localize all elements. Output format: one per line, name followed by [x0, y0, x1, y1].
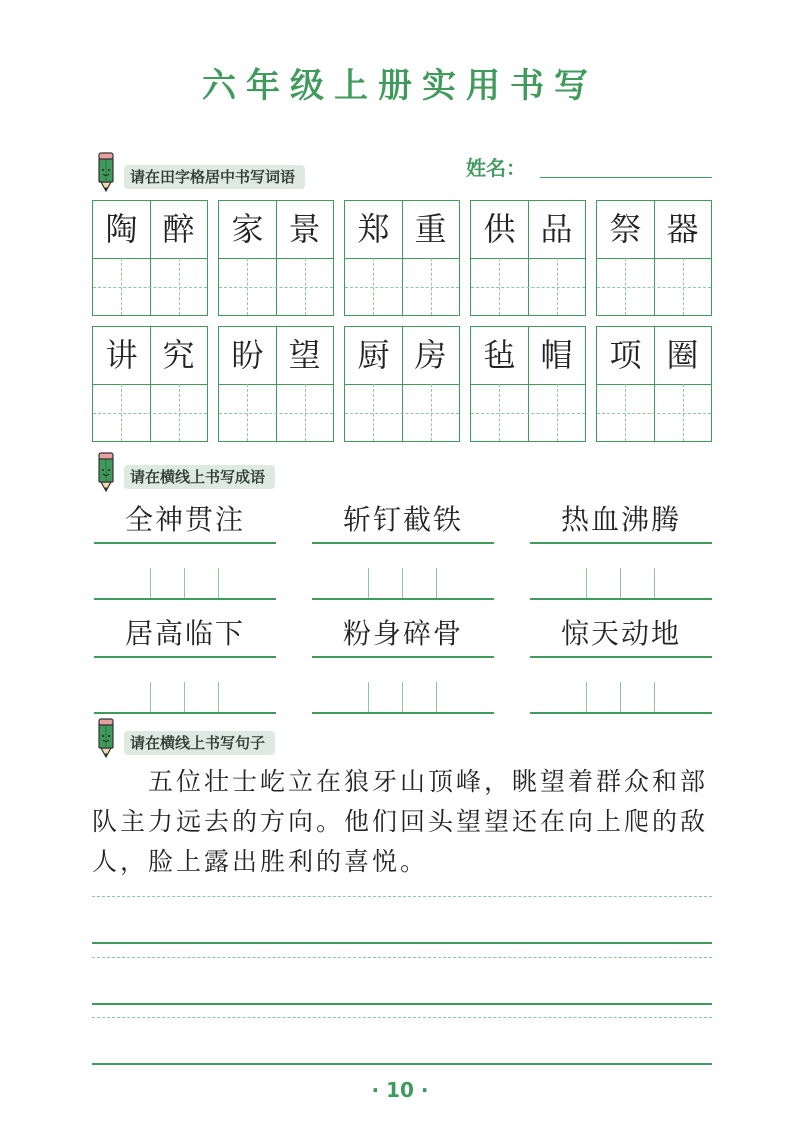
word-box[interactable] — [218, 326, 334, 442]
idiom-text: 居高临下 — [124, 617, 245, 650]
page-title: 六年级上册实用书写 — [202, 66, 598, 106]
writing-line[interactable] — [92, 942, 712, 944]
word-char: 重 — [414, 210, 447, 248]
word-char: 醉 — [162, 210, 195, 248]
word-char: 项 — [609, 336, 642, 374]
writing-guide-line — [92, 896, 712, 897]
idiom-text: 热血沸腾 — [560, 503, 681, 536]
idiom-text: 全神贯注 — [124, 503, 245, 536]
word-box[interactable] — [218, 200, 334, 316]
word-box[interactable] — [470, 200, 586, 316]
word-grid-row-1 — [92, 200, 712, 318]
word-char: 讲 — [105, 336, 138, 374]
word-box[interactable] — [344, 326, 460, 442]
idiom-text: 粉身碎骨 — [342, 617, 463, 650]
sentence-text: 五位壮士屹立在狼牙山顶峰，眺望着群众和部队主力远去的方向。他们回头望望还在向上爬的敌人，脸上露出胜利的喜悦。 — [92, 767, 709, 876]
word-char: 祭 — [609, 210, 642, 248]
word-char: 房 — [414, 336, 447, 374]
word-char: 器 — [666, 210, 699, 248]
word-char: 景 — [288, 210, 321, 248]
word-char: 帽 — [540, 336, 573, 374]
section-label-idioms: 请在横线上书写成语 — [124, 465, 275, 489]
word-char: 究 — [162, 336, 195, 374]
writing-guide-line — [92, 1017, 712, 1018]
word-char: 家 — [231, 210, 264, 248]
name-label: 姓名： — [466, 156, 526, 180]
word-char: 盼 — [231, 336, 264, 374]
word-char: 望 — [288, 336, 321, 374]
word-box[interactable] — [92, 326, 208, 442]
idiom-text: 斩钉截铁 — [342, 503, 463, 536]
word-char: 供 — [483, 210, 516, 248]
word-box[interactable] — [596, 326, 712, 442]
idiom-text: 惊天动地 — [560, 617, 681, 650]
word-box[interactable] — [344, 200, 460, 316]
word-char: 毡 — [483, 336, 516, 374]
section-label-sentences: 请在横线上书写句子 — [124, 731, 275, 755]
writing-line[interactable] — [92, 1003, 712, 1005]
section-label-words: 请在田字格居中书写词语 — [124, 165, 305, 189]
word-char: 郑 — [357, 210, 390, 248]
word-char: 圈 — [666, 336, 699, 374]
writing-line[interactable] — [92, 1063, 712, 1065]
writing-guide-line — [92, 957, 712, 958]
pencil-icon — [92, 452, 120, 492]
word-char: 厨 — [357, 336, 390, 374]
word-char: 陶 — [105, 210, 138, 248]
pencil-icon — [92, 718, 120, 758]
pencil-icon — [92, 152, 120, 192]
word-box[interactable] — [470, 326, 586, 442]
word-box[interactable] — [596, 200, 712, 316]
name-input-line[interactable] — [540, 177, 712, 178]
word-char: 品 — [540, 210, 573, 248]
word-grid-row-2 — [92, 326, 712, 444]
page-number: · 10 · — [371, 1078, 429, 1102]
word-box[interactable] — [92, 200, 208, 316]
